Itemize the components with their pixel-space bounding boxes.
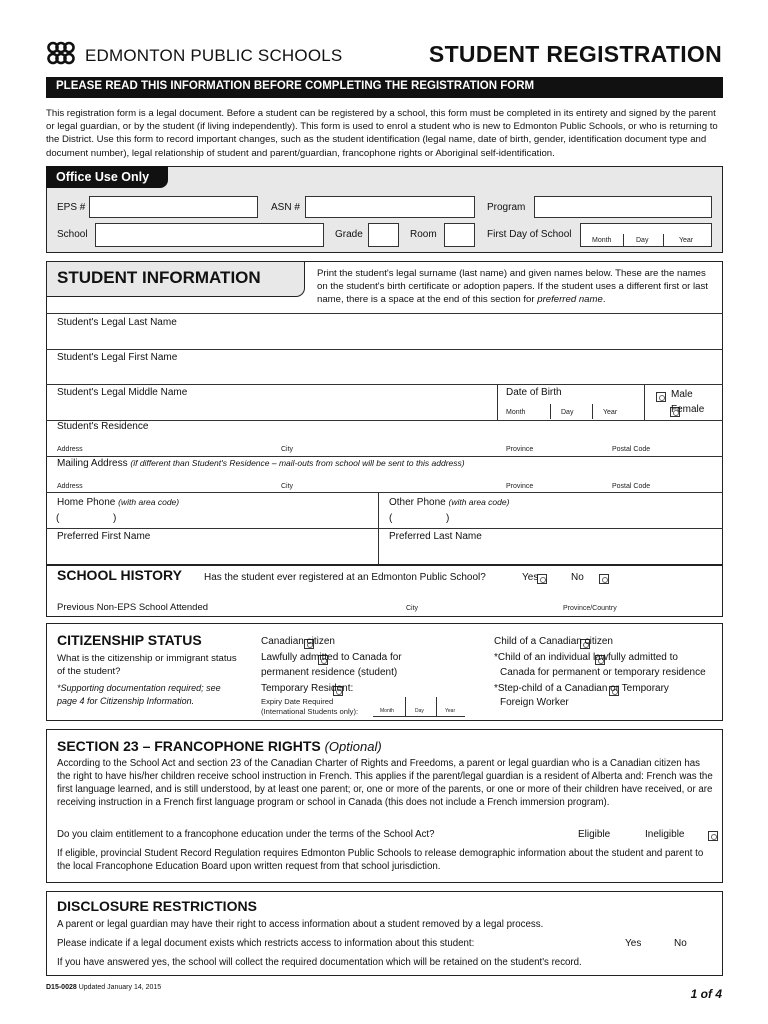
legal-first-name-field[interactable] xyxy=(47,350,722,383)
canadian-citizen-label: Canadian citizen xyxy=(261,636,335,647)
francophone-rights-heading: SECTION 23 – FRANCOPHONE RIGHTS (Optional) xyxy=(57,738,382,754)
program-field[interactable] xyxy=(534,196,712,218)
school-field[interactable] xyxy=(95,223,324,247)
child-of-resident-label-a: *Child of an individual lawfully admitted to xyxy=(494,652,678,663)
school-label: School xyxy=(57,229,88,240)
ineligible-label: Ineligible xyxy=(645,829,685,840)
citizenship-question: What is the citizenship or immigrant status of the student? xyxy=(57,653,237,677)
page-number: 1 of 4 xyxy=(690,987,722,1001)
preferred-first-name-label: Preferred First Name xyxy=(57,531,151,542)
org-name: EDMONTON PUBLIC SCHOOLS xyxy=(85,46,343,65)
residence-province-caption: Province xyxy=(506,446,534,453)
form-code: D15-0028 Updated January 14, 2015 xyxy=(46,984,162,991)
document-title: STUDENT REGISTRATION xyxy=(428,41,722,67)
room-label: Room xyxy=(410,229,437,240)
grade-label: Grade xyxy=(335,229,363,240)
grade-field[interactable] xyxy=(368,223,399,247)
step-child-label-b: Foreign Worker xyxy=(500,697,569,708)
permanent-resident-label-b: permanent residence (student) xyxy=(261,667,398,678)
disclosure-documentation-note: If you have answered yes, the school will collect the required documentation which will be retained on the student's record. xyxy=(57,957,582,968)
permanent-resident-label-a: Lawfully admitted to Canada for xyxy=(261,652,402,663)
francophone-release-paragraph: If eligible, provincial Student Record Regulation requires Edmonton Public Schools to release demographic information about the student and parent to the local Francophone Education Board upon written request from that school jurisdiction. xyxy=(57,848,704,872)
expiry-day-caption: Day xyxy=(415,708,424,714)
citizenship-heading: CITIZENSHIP STATUS xyxy=(57,632,202,648)
previous-school-city-caption: City xyxy=(406,605,419,612)
male-checkbox[interactable] xyxy=(656,392,666,402)
previous-school-field[interactable] xyxy=(47,590,722,616)
office-use-tab: Office Use Only xyxy=(46,166,168,188)
expiry-date-label-b: (International Students only): xyxy=(261,707,359,716)
preferred-last-name-label: Preferred Last Name xyxy=(389,531,482,542)
disclosure-intro: A parent or legal guardian may have their right to access information about a student removed by a legal process. xyxy=(57,919,544,930)
student-information-heading: STUDENT INFORMATION xyxy=(57,268,261,287)
disclosure-restrictions-heading: DISCLOSURE RESTRICTIONS xyxy=(57,898,257,914)
mailing-postal-caption: Postal Code xyxy=(612,483,651,490)
residence-address-caption: Address xyxy=(57,446,83,453)
legal-first-name-label: Student's Legal First Name xyxy=(57,352,178,363)
first-day-label: First Day of School xyxy=(487,229,572,240)
month-caption: Month xyxy=(592,237,612,244)
home-phone-area-open: ( xyxy=(56,513,60,524)
mailing-address-label: Mailing Address (if different than Student's Residence – mail-outs from school will be sent to this address) xyxy=(57,458,465,469)
preferred-last-name-field[interactable] xyxy=(379,529,722,563)
eps-label: EPS # xyxy=(57,202,86,213)
day-caption: Day xyxy=(636,237,649,244)
school-history-heading: SCHOOL HISTORY xyxy=(57,567,182,583)
previous-school-province-caption: Province/Country xyxy=(563,605,617,612)
disclosure-yes-label: Yes xyxy=(625,938,642,949)
edmonton-public-schools-logo-icon xyxy=(46,41,76,65)
francophone-claim-question: Do you claim entitlement to a francophone education under the terms of the School Act? xyxy=(57,829,435,840)
other-phone-label: Other Phone (with area code) xyxy=(389,497,510,508)
disclosure-no-label: No xyxy=(674,938,687,949)
female-label: Female xyxy=(671,404,705,415)
citizenship-documentation-note: *Supporting documentation required; see page 4 for Citizenship Information. xyxy=(57,683,221,706)
step-child-label-a: *Step-child of a Canadian or Temporary xyxy=(494,683,669,694)
other-phone-area-open: ( xyxy=(389,513,393,524)
year-caption: Year xyxy=(679,237,694,244)
mailing-address-caption: Address xyxy=(57,483,83,490)
francophone-eligibility-paragraph: According to the School Act and section 23 of the Canadian Charter of Rights and Freedoms, a parent or legal guardian who is a Canadian citizen has the right to have his/her children receive school instruction in French. This applies if the parent/legal guardian is a resident of Alberta and: French was the first language learned, and is still understood, by at least one parent; or, one or more of the parents, or one or more of their children have received, or are receiving instruction in a French first language program or school in Canada (this does not include a French immersion program). xyxy=(57,758,713,808)
disclosure-question: Please indicate if a legal document exists which restricts access to information about this student: xyxy=(57,938,475,949)
legal-middle-name-label: Student's Legal Middle Name xyxy=(57,387,188,398)
mailing-province-caption: Province xyxy=(506,483,534,490)
temporary-resident-label: Temporary Resident: xyxy=(261,683,354,694)
date-of-birth-label: Date of Birth xyxy=(506,387,562,398)
previous-school-label: Previous Non-EPS School Attended xyxy=(57,602,209,613)
program-label: Program xyxy=(487,202,526,213)
dob-month-caption: Month xyxy=(506,409,526,416)
prior-eps-no-label: No xyxy=(571,572,584,583)
legal-last-name-field[interactable] xyxy=(47,314,722,348)
residence-city-caption: City xyxy=(281,446,294,453)
residence-label: Student's Residence xyxy=(57,421,149,432)
eligible-checkbox[interactable] xyxy=(708,831,718,841)
expiry-date-field[interactable] xyxy=(373,697,465,717)
other-phone-area-close: ) xyxy=(446,513,450,524)
preferred-first-name-field[interactable] xyxy=(47,529,377,563)
date-of-birth-field[interactable] xyxy=(498,385,643,419)
residence-postal-caption: Postal Code xyxy=(612,446,651,453)
eps-number-field[interactable] xyxy=(89,196,258,218)
prior-eps-question: Has the student ever registered at an Edmonton Public School? xyxy=(204,572,486,583)
prior-eps-yes-checkbox[interactable] xyxy=(537,574,547,584)
male-label: Male xyxy=(671,389,693,400)
asn-number-field[interactable] xyxy=(305,196,475,218)
home-phone-field[interactable] xyxy=(47,493,377,527)
home-phone-area-close: ) xyxy=(113,513,117,524)
legal-last-name-label: Student's Legal Last Name xyxy=(57,317,177,328)
eligible-label: Eligible xyxy=(578,829,611,840)
prior-eps-yes-label: Yes xyxy=(522,572,539,583)
child-of-citizen-label: Child of a Canadian citizen xyxy=(494,636,613,647)
home-phone-label: Home Phone (with area code) xyxy=(57,497,180,508)
child-of-resident-label-b: Canada for permanent or temporary residence xyxy=(500,667,706,678)
legal-middle-name-field[interactable] xyxy=(47,385,496,419)
expiry-month-caption: Month xyxy=(380,708,394,714)
dob-day-caption: Day xyxy=(561,409,574,416)
first-day-date-field[interactable] xyxy=(580,223,712,247)
asn-label: ASN # xyxy=(271,202,300,213)
mailing-city-caption: City xyxy=(281,483,294,490)
expiry-date-label-a: Expiry Date Required xyxy=(261,697,334,706)
room-field[interactable] xyxy=(444,223,475,247)
expiry-year-caption: Year xyxy=(445,708,456,714)
student-name-instructions: Print the student's legal surname (last name) and given names below. These are the names on the student's birth certificate or adoption papers. If the student uses a different first or last name, there is a space at the end of this section for preferred name. xyxy=(317,268,708,306)
prior-eps-no-checkbox[interactable] xyxy=(599,574,609,584)
other-phone-field[interactable] xyxy=(379,493,722,527)
intro-paragraph: This registration form is a legal document. Before a student can be registered by a school, this form must be completed in its entirety and signed by the parent or legal guardian, or by the student (if living independently). This form is used to enrol a student who is new to Edmonton Public Schools, or who is returning to the District. Use this form to record important changes, such as the student identification (legal name, date of birth, gender, identification document type and document number), legal relationship of student and parent/guardian, francophone rights or Aboriginal self-identification. xyxy=(46,108,718,159)
instructions-banner: PLEASE READ THIS INFORMATION BEFORE COMPLETING THE REGISTRATION FORM xyxy=(46,77,723,98)
dob-year-caption: Year xyxy=(603,409,618,416)
